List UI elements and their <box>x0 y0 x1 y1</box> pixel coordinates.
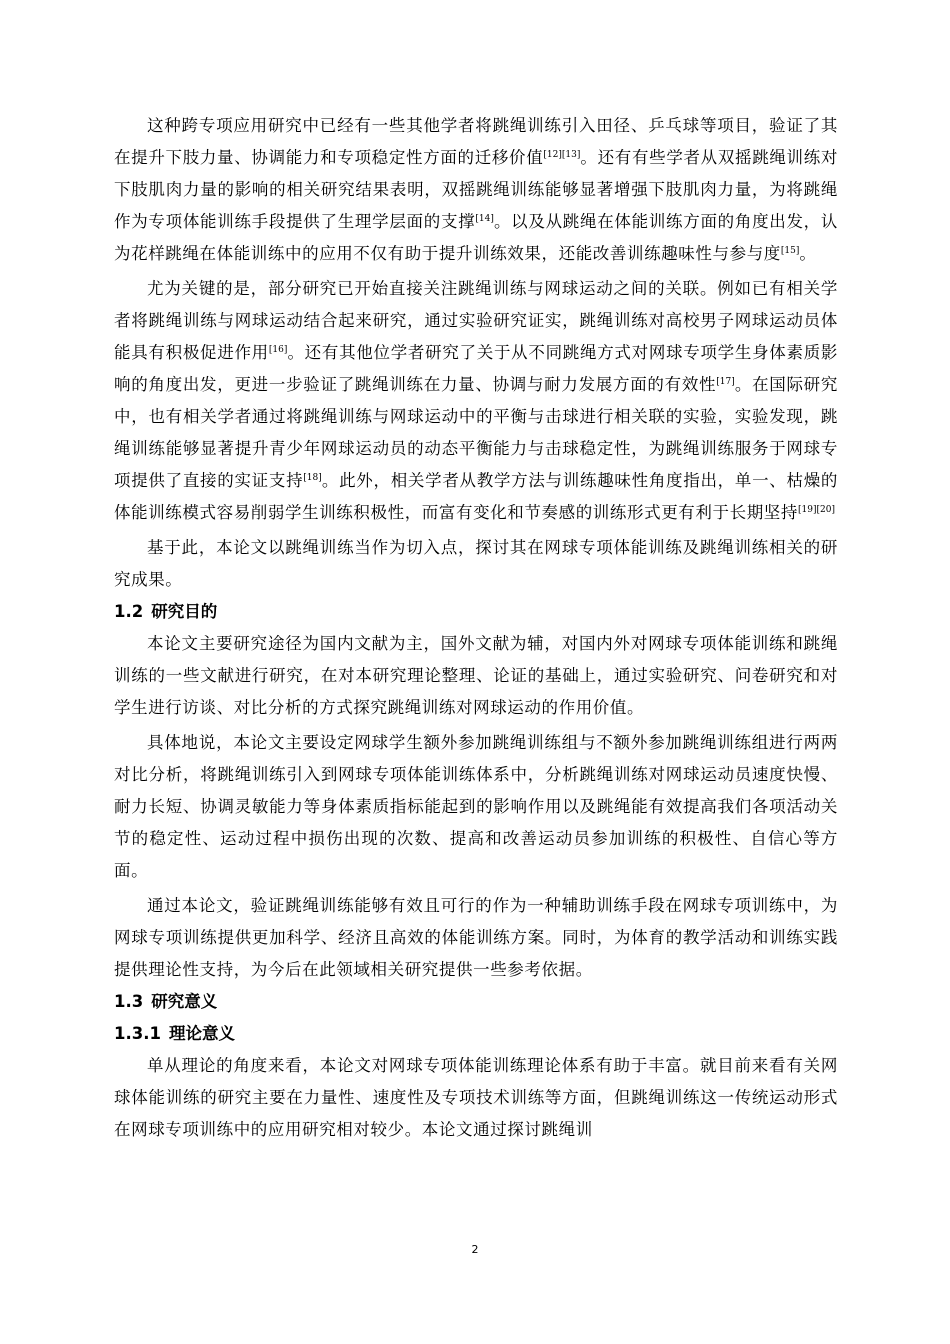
body-paragraph-2 <box>114 273 838 529</box>
citation: [19][20] <box>798 505 835 515</box>
citation: [18] <box>303 473 322 483</box>
section-title: 研究目的 <box>151 602 218 621</box>
section-number: 1.2 <box>114 602 144 621</box>
citation: [12][13] <box>543 150 581 160</box>
purpose-paragraph-2: 具体地说，本论文主要设定网球学生额外参加跳绳训练组与不额外参加跳绳训练组进行两两对比分析，将跳绳训练引入到网球专项体能训练体系中，分析跳绳训练对网球运动员速度快慢、耐力长短、协调灵敏能力等身体素质指标能起到的影响作用以及跳绳能有效提高我们各项活动关节的稳定性、运动过程中损伤出现的次数、提高和改善运动员参加训练的积极性、自信心等方面。 <box>114 733 838 880</box>
paragraph-text: 。还有其他位学者研究了关于从不同跳绳方式对网球专项学生身体素质影响的角度出发，更进一步验证了跳绳训练在力量、协调与耐力发展方面的有效性 <box>114 343 838 394</box>
theory-paragraph: 单从理论的角度来看，本论文对网球专项体能训练理论体系有助于丰富。就目前来看有关网球体能训练的研究主要在力量性、速度性及专项技术训练等方面，但跳绳训练这一传统运动形式在网球专项训练中的应用研究相对较少。本论文通过探讨跳绳训 <box>114 1056 838 1139</box>
paragraph-text: 尤为关键的是，部分研究已开始直接关注跳绳训练与网球运动之间的关联。例如已有相关学者将跳绳训练与网球运动结合起来研究，通过实验研究证实，跳绳训练对高校男子网球运动员体能具有积极促进作用 <box>114 279 838 362</box>
document-page <box>114 110 838 1146</box>
purpose-paragraph-1: 本论文主要研究途径为国内文献为主，国外文献为辅，对国内外对网球专项体能训练和跳绳训练的一些文献进行研究，在对本研究理论整理、论证的基础上，通过实验研究、问卷研究和对学生进行访谈、对比分析的方式探究跳绳训练对网球运动的作用价值。 <box>114 634 838 717</box>
citation: [15] <box>780 246 800 256</box>
paragraph-text: 。在国际研究中，也有相关学者通过将跳绳训练与网球运动中的平衡与击球进行相关联的实验，实验发现，跳绳训练能够显著提升青少年网球运动员的动态平衡能力与击球稳定性，为跳绳训练服务于网球专项提供了直接的实证支持 <box>114 375 838 490</box>
section-title: 理论意义 <box>168 1024 235 1043</box>
body-paragraph-3: 基于此，本论文以跳绳训练当作为切入点，探讨其在网球专项体能训练及跳绳训练相关的研究成果。 <box>114 538 838 589</box>
paragraph-text: 。还有有些学者从双摇跳绳训练对下肢肌肉力量的影响的相关研究结果表明，双摇跳绳训练能够显著增强下肢肌肉力量，为将跳绳作为专项体能训练手段提供了生理学层面的支撑 <box>114 148 839 231</box>
section-title: 研究意义 <box>151 992 218 1011</box>
paragraph-text: 。此外，相关学者从教学方法与训练趣味性角度指出，单一、枯燥的体能训练模式容易削弱学生训练积极性，而富有变化和节奏感的训练形式更有利于长期坚持 <box>114 471 839 522</box>
section-heading-1-3-1 <box>114 1018 838 1050</box>
purpose-paragraph-3: 通过本论文，验证跳绳训练能够有效且可行的作为一种辅助训练手段在网球专项训练中，为网球专项训练提供更加科学、经济且高效的体能训练方案。同时，为体育的教学活动和训练实践提供理论性支持，为今后在此领域相关研究提供一些参考依据。 <box>114 896 838 979</box>
paragraph-text: 。 <box>799 244 817 263</box>
paragraph-text: 这种跨专项应用研究中已经有一些其他学者将跳绳训练引入田径、乒乓球等项目，验证了其在提升下肢力量、协调能力和专项稳定性方面的迁移价值 <box>114 116 838 167</box>
body-paragraph-1 <box>114 110 838 270</box>
section-heading-1-2 <box>114 596 838 628</box>
section-heading-1-3 <box>114 986 838 1018</box>
citation: [14] <box>475 214 494 224</box>
paragraph-text: 。以及从跳绳在体能训练方面的角度出发，认为花样跳绳在体能训练中的应用不仅有助于提升训练效果，还能改善训练趣味性与参与度 <box>114 212 838 263</box>
section-number: 1.3 <box>114 992 144 1011</box>
citation: [17] <box>716 377 735 387</box>
section-number: 1.3.1 <box>114 1024 161 1043</box>
citation: [16] <box>268 345 288 355</box>
page-number: 2 <box>471 1243 479 1256</box>
